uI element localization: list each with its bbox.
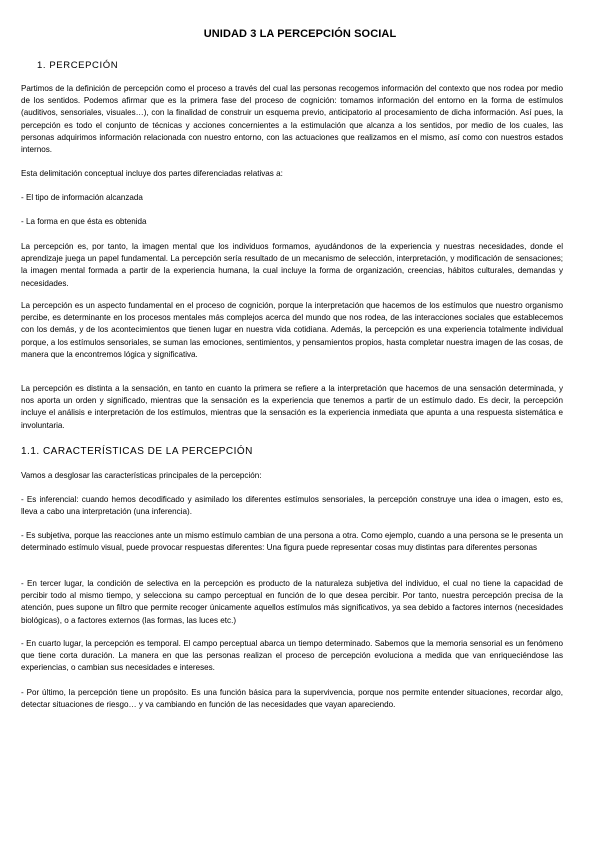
- paragraph-sensacion: La percepción es distinta a la sensación, en tanto en cuanto la primera se refiere a la interpretación que hacemos de una sensación determinada, y nos aporta un orden y significado, mientras que la sensación es la experiencia que tenemos a partir de un estímulo dado. Es decir, la percepción incluye el análisis e interpretación de los estímulos, mientras que la sensación es la experiencia inmediata que apunta a una respuesta sistemática e involuntaria.: [21, 384, 563, 430]
- paragraph-aspecto-fundamental: La percepción es un aspecto fundamental en el proceso de cognición, porque la interpretación que hacemos de los estímulos que nuestro organismo percibe, es determinante en los procesos mentales más complejos acerca del mundo que nos rodea, de las interacciones sociales que establecemos con los demás, y de los acontecimientos que tienen lugar en nuestra vida cotidiana. Además, la percepción es una experiencia totalmente individual porque, a los estímulos sensoriales, se suman las emociones, sentimientos, y pensamientos propios, hasta completar nuestra imagen de las cosas, de manera que la encontremos lógica y significativa.: [21, 301, 563, 359]
- list-item-proposito: - Por último, la percepción tiene un propósito. Es una función básica para la supervivencia, porque nos permite entender situaciones, recordar algo, detectar situaciones de riesgo… y va cambiando en función de las necesidades que vayan apareciendo.: [21, 688, 563, 710]
- section-heading-caracteristicas: 1.1. CARACTERÍSTICAS DE LA PERCEPCIÓN: [21, 446, 253, 457]
- list-item-temporal: - En cuarto lugar, la percepción es temporal. El campo perceptual abarca un tiempo determinado. Sabemos que la memoria sensorial es un fenómeno que tiene corta duración. La manera en que las personas realizan el proceso de percepción evoluciona a medida que van enriqueciéndose las experiencias, o cambian sus necesidades e intereses.: [21, 639, 563, 673]
- list-item-tipo-informacion: - El tipo de información alcanzada: [21, 193, 143, 202]
- paragraph-definition: Partimos de la definición de percepción como el proceso a través del cual las personas recogemos información del contexto que nos rodea por medio de los sentidos. Podemos afirmar que es la primera fase del proceso de cognición: tomamos información del entorno en la forma de estímulos (auditivos, sensoriales, visuales…), con la finalidad de construir un esquema previo, anticipatorio al procesamiento de dicha información. Así pues, la percepción es todo el conjunto de técnicas y acciones concernientes a la estimulación que alcanza a los sentidos, por medio de los cuales, las personas adquirimos información relacionada con nuestro entorno, con las actuaciones que realizamos en el mismo, así como con nuestros estados internos.: [21, 84, 563, 155]
- list-item-inferencial: - Es inferencial: cuando hemos decodificado y asimilado los diferentes estímulos sensoriales, la percepción construye una idea o imagen, esto es, lleva a cabo una interpretación (una inferencia).: [21, 495, 563, 517]
- page-title: UNIDAD 3 LA PERCEPCIÓN SOCIAL: [203, 28, 397, 40]
- section-heading-percepcion: 1. PERCEPCIÓN: [37, 60, 119, 71]
- list-item-selectiva: - En tercer lugar, la condición de selectiva en la percepción es producto de la naturaleza subjetiva del individuo, el cual no tiene la capacidad de percibir todo al mismo tiempo, y selecciona su campo perceptual en función de lo que desea percibir. Por tanto, nuestra percepción precisa de la atención, pues supone un filtro que permite recoger únicamente aquellos estímulos más significativos, ya sea debido a factores internos (necesidades biológicas), o a factores externos (las formas, las luces etc.): [21, 579, 563, 625]
- list-item-forma-obtenida: - La forma en que ésta es obtenida: [21, 217, 147, 226]
- paragraph-delimitation: Esta delimitación conceptual incluye dos partes diferenciadas relativas a:: [21, 169, 283, 178]
- list-item-subjetiva: - Es subjetiva, porque las reacciones ante un mismo estímulo cambian de una persona a otra. Como ejemplo, cuando a una persona se le presenta un determinado estímulo visual, puede provocar respuestas diferentes: Una figura puede representar cosas muy distintas para diferentes personas: [21, 531, 563, 553]
- paragraph-imagen-mental: La percepción es, por tanto, la imagen mental que los individuos formamos, ayudándonos de la experiencia y nuestras necesidades, donde el aprendizaje juega un papel fundamental. La percepción sería resultado de un mecanismo de selección, interpretación, y modificación de sensaciones; la imagen mental formada a partir de la experiencia humana, la cual incluye la forma de organización, creencias, hábitos culturales, demandas y necesidades.: [21, 242, 563, 288]
- paragraph-desglosar: Vamos a desglosar las características principales de la percepción:: [21, 471, 262, 480]
